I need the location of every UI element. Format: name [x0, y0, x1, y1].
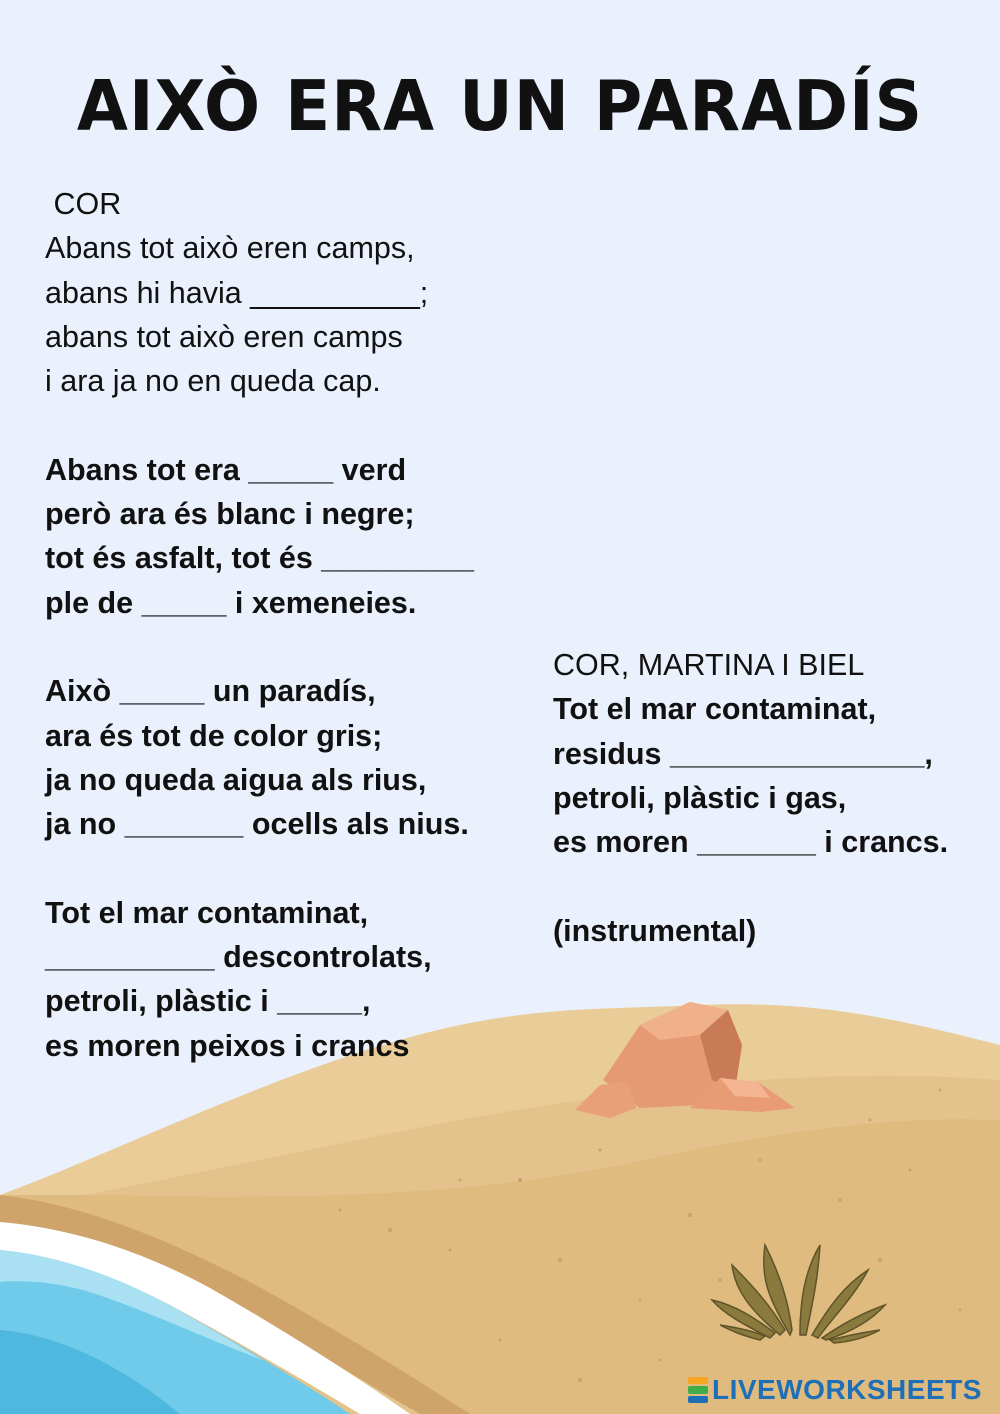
lyric-line: abans tot això eren camps	[45, 319, 403, 354]
liveworksheets-logo-icon	[688, 1376, 708, 1404]
lyric-line: Abans tot era _____ verd	[45, 452, 407, 487]
lyric-line: ple de _____ i xemeneies.	[45, 585, 417, 620]
lyric-line: es moren _______ i crancs.	[553, 825, 949, 860]
liveworksheets-logo[interactable]	[688, 1370, 998, 1410]
lyric-line: petroli, plàstic i _____,	[45, 984, 371, 1019]
section-label-cor: COR	[45, 187, 122, 221]
lyric-line: però ara és blanc i negre;	[45, 497, 415, 532]
lyric-line: ara és tot de color gris;	[45, 718, 383, 753]
lyric-line: __________ descontrolats,	[45, 940, 432, 975]
section-label-cor-martina-biel: COR, MARTINA I BIEL	[553, 648, 865, 682]
lyric-line: i ara ja no en queda cap.	[45, 364, 381, 399]
lyric-line: ja no _______ ocells als nius.	[45, 807, 469, 842]
lyric-line: petroli, plàstic i gas,	[553, 780, 847, 815]
lyric-line: residus _______________,	[553, 736, 933, 771]
verse-gap	[45, 625, 515, 669]
left-lyrics-column	[45, 182, 515, 1068]
lyric-line: abans hi havia __________;	[45, 275, 429, 310]
lyric-line: tot és asfalt, tot és _________	[45, 541, 474, 576]
verse-gap	[553, 864, 993, 908]
lyric-line: Tot el mar contaminat,	[45, 895, 369, 930]
instrumental-note: (instrumental)	[553, 913, 757, 948]
logo-text: LIVEWORKSHEETS	[712, 1374, 982, 1405]
lyric-line: Tot el mar contaminat,	[553, 692, 877, 727]
page-title: AIXÒ ERA UN PARADÍS	[76, 66, 924, 147]
verse-gap	[45, 403, 515, 447]
lyric-line: Abans tot això eren camps,	[45, 231, 415, 266]
lyric-line: es moren peixos i crancs	[45, 1028, 410, 1063]
verse-gap	[45, 846, 515, 890]
lyric-line: Això _____ un paradís,	[45, 674, 376, 709]
right-lyrics-column	[553, 643, 993, 953]
lyric-line: ja no queda aigua als rius,	[45, 762, 427, 797]
